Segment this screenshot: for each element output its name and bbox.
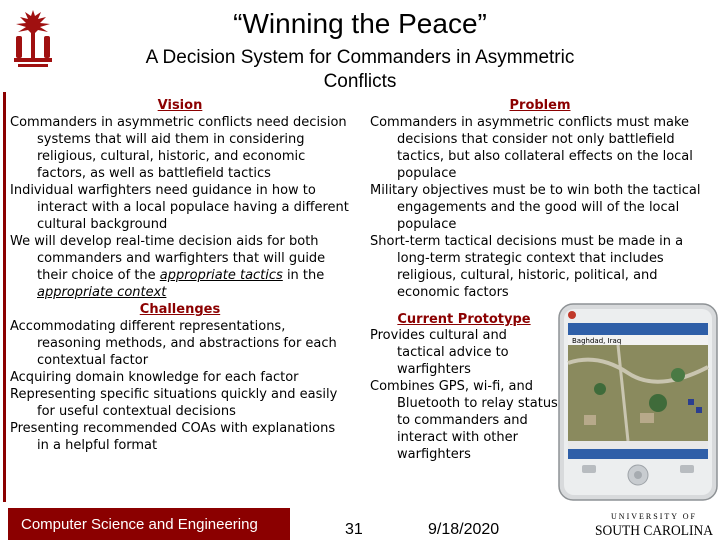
challenges-heading: Challenges [139, 302, 221, 317]
department-name: Computer Science and Engineering [21, 516, 258, 533]
subtitle: A Decision System for Commanders in Asymmetric Conflicts [145, 47, 575, 92]
challenge-item: Acquiring domain knowledge for each factor [10, 370, 299, 385]
prototype-heading: Current Prototype [397, 312, 531, 327]
challenge-item: Presenting recommended COAs with explanations in a helpful format [10, 421, 336, 453]
page-title: “Winning the Peace” [233, 8, 487, 39]
prototype-item: Provides cultural and tactical advice to warfighters [370, 328, 509, 377]
appropriate-context-emphasis: appropriate context [37, 285, 167, 300]
logo-name-text: SOUTH CAROLINA [595, 523, 714, 538]
left-accent-rule [3, 92, 6, 502]
usc-wordmark-logo [594, 510, 714, 538]
slide-date: 9/18/2020 [428, 521, 500, 538]
vision-item: Individual warfighters need guidance in how to interact with a local populace having a different cultural background [10, 183, 349, 232]
page-number: 31 [345, 521, 363, 538]
logo-university-text: UNIVERSITY OF [611, 512, 697, 521]
problem-item: Military objectives must be to win both the tactical engagements and the good will of the local populace [370, 183, 701, 232]
prototype-item: Combines GPS, wi-fi, and Bluetooth to relay status to commanders and interact with other warfighters [370, 379, 558, 462]
challenge-item: Accommodating different representations, reasoning methods, and abstractions for each contextual factor [10, 319, 337, 368]
prototype-section [370, 312, 558, 463]
vision-item-text: We will develop real-time decision aids for both commanders and warfighters that will guide their choice of the [10, 234, 326, 283]
department-footer-bar [8, 508, 290, 540]
challenge-item: Representing specific situations quickly and easily for useful contextual decisions [10, 387, 338, 419]
vision-item [10, 233, 350, 301]
problem-item: Commanders in asymmetric conflicts must make decisions that consider not only battlefield tactics, but also collateral effects on the local populace [370, 115, 693, 181]
right-column [370, 97, 710, 301]
problem-heading: Problem [509, 98, 571, 113]
device-screen-title: Baghdad, Iraq [572, 337, 622, 345]
left-column [10, 97, 350, 454]
vision-item: Commanders in asymmetric conflicts need decision systems that will aid them in considering religious, cultural, historic, and economic factors, as well as battlefield tactics [10, 115, 347, 181]
vision-item-text: in the [282, 268, 325, 283]
pda-device-image [558, 303, 718, 501]
vision-heading: Vision [157, 98, 203, 113]
appropriate-tactics-emphasis: appropriate tactics [159, 268, 283, 283]
problem-item: Short-term tactical decisions must be made in a long-term strategic context that includes religious, cultural, historic, political, and economic factors [370, 234, 684, 300]
